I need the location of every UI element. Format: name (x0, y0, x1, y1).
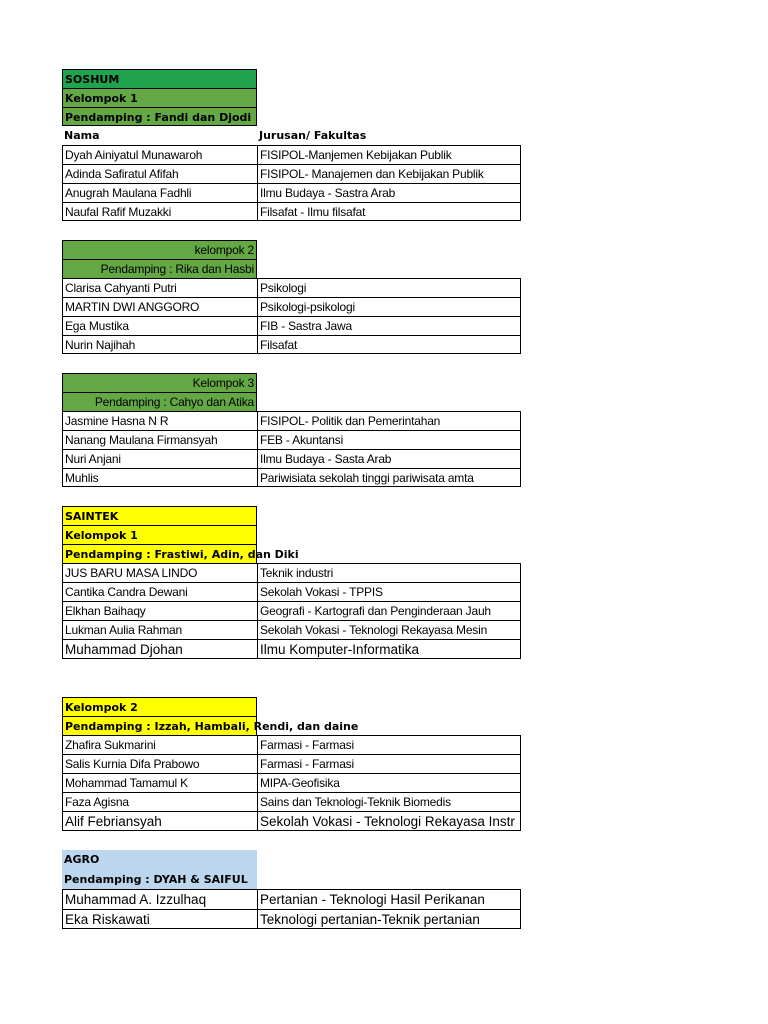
table-row (62, 183, 522, 202)
table-row (62, 620, 522, 639)
soshum-header-row (62, 69, 522, 88)
soshum-k1-pendamping[interactable]: Pendamping : Fandi dan Djodi (62, 107, 257, 126)
saintek-k2-pendamping[interactable]: Pendamping : Izzah, Hambali, Rendi, dan daine (62, 716, 257, 735)
cell-jurusan[interactable]: MIPA-Geofisika (258, 773, 521, 792)
table-row (62, 316, 522, 335)
soshum-k1-header-row (62, 126, 522, 145)
cell-nama[interactable]: Anugrah Maulana Fadhli (63, 183, 258, 202)
spacer (62, 487, 522, 506)
soshum-k2-title-row (62, 240, 522, 259)
cell-jurusan[interactable]: Filsafat - Ilmu filsafat (258, 202, 521, 221)
cell-nama[interactable]: Muhlis (63, 468, 258, 487)
cell-nama[interactable]: Muhammad A. Izzulhaq (63, 889, 258, 909)
saintek-k2-pendamping-row (62, 716, 522, 735)
saintek-k1-pendamping[interactable]: Pendamping : Frastiwi, Adin, dan Diki (62, 544, 257, 563)
saintek-k2-title-row (62, 697, 522, 716)
soshum-k3-pendamping[interactable]: Pendamping : Cahyo dan Atika (62, 392, 257, 411)
cell-jurusan[interactable]: Teknologi pertanian-Teknik pertanian (258, 909, 521, 929)
cell-jurusan[interactable]: Psikologi-psikologi (258, 297, 521, 316)
cell-jurusan[interactable]: FEB - Akuntansi (258, 430, 521, 449)
saintek-title[interactable]: SAINTEK (62, 506, 257, 525)
cell-nama[interactable]: JUS BARU MASA LINDO (63, 563, 258, 582)
cell-jurusan[interactable]: Psikologi (258, 278, 521, 297)
header-nama[interactable]: Nama (64, 129, 100, 142)
agro-title[interactable]: AGRO (62, 850, 257, 870)
table-row (62, 639, 522, 659)
cell-jurusan[interactable]: Pariwisiata sekolah tinggi pariwisata amta (258, 468, 521, 487)
table-row (62, 735, 522, 754)
cell-jurusan[interactable]: Sains dan Teknologi-Teknik Biomedis (258, 792, 521, 811)
cell-nama[interactable]: MARTIN DWI ANGGORO (63, 297, 258, 316)
header-jurusan[interactable]: Jurusan/ Fakultas (259, 129, 367, 142)
table-row (62, 889, 522, 909)
cell-nama[interactable]: Elkhan Baihaqy (63, 601, 258, 620)
cell-nama[interactable]: Salis Kurnia Difa Prabowo (63, 754, 258, 773)
cell-jurusan[interactable]: Pertanian - Teknologi Hasil Perikanan (258, 889, 521, 909)
table-row (62, 754, 522, 773)
table-row (62, 792, 522, 811)
table-row (62, 278, 522, 297)
cell-jurusan[interactable]: Geografi - Kartografi dan Penginderaan Jauh (258, 601, 521, 620)
cell-jurusan[interactable]: FISIPOL-Manjemen Kebijakan Publik (258, 145, 521, 164)
saintek-k1-title[interactable]: Kelompok 1 (62, 525, 257, 544)
agro-header-row (62, 850, 522, 870)
cell-jurusan[interactable]: Sekolah Vokasi - Teknologi Rekayasa Mesin (258, 620, 521, 639)
cell-nama[interactable]: Eka Riskawati (63, 909, 258, 929)
cell-jurusan[interactable]: FIB - Sastra Jawa (258, 316, 521, 335)
soshum-k3-title-row (62, 373, 522, 392)
cell-jurusan[interactable]: Filsafat (258, 335, 521, 354)
spacer (62, 221, 522, 240)
table-row (62, 601, 522, 620)
table-row (62, 468, 522, 487)
saintek-k1-pendamping-row (62, 544, 522, 563)
cell-jurusan[interactable]: FISIPOL- Politik dan Pemerintahan (258, 411, 521, 430)
cell-jurusan[interactable]: Teknik industri (258, 563, 521, 582)
table-row (62, 145, 522, 164)
cell-nama[interactable]: Nuri Anjani (63, 449, 258, 468)
spacer (62, 354, 522, 373)
cell-jurusan[interactable]: Farmasi - Farmasi (258, 735, 521, 754)
cell-nama[interactable]: Zhafira Sukmarini (63, 735, 258, 754)
cell-nama[interactable]: Nanang Maulana Firmansyah (63, 430, 258, 449)
cell-nama[interactable]: Lukman Aulia Rahman (63, 620, 258, 639)
spreadsheet (62, 69, 522, 929)
table-row (62, 909, 522, 929)
cell-nama[interactable]: Mohammad Tamamul K (63, 773, 258, 792)
table-row (62, 297, 522, 316)
table-row (62, 773, 522, 792)
soshum-k3-title[interactable]: Kelompok 3 (62, 373, 257, 392)
cell-nama[interactable]: Dyah Ainiyatul Munawaroh (63, 145, 258, 164)
saintek-k1-title-row (62, 525, 522, 544)
cell-jurusan[interactable]: Ilmu Budaya - Sasta Arab (258, 449, 521, 468)
soshum-k2-pendamping-row (62, 259, 522, 278)
soshum-k3-pendamping-row (62, 392, 522, 411)
table-row (62, 811, 522, 831)
table-row (62, 430, 522, 449)
cell-jurusan[interactable]: Sekolah Vokasi - Teknologi Rekayasa Instr (258, 811, 521, 831)
cell-nama[interactable]: Adinda Safiratul Afifah (63, 164, 258, 183)
table-row (62, 582, 522, 601)
cell-jurusan[interactable]: FISIPOL- Manajemen dan Kebijakan Publik (258, 164, 521, 183)
soshum-k2-title[interactable]: kelompok 2 (62, 240, 257, 259)
cell-nama[interactable]: Faza Agisna (63, 792, 258, 811)
cell-nama[interactable]: Nurin Najihah (63, 335, 258, 354)
saintek-header-row (62, 506, 522, 525)
cell-jurusan[interactable]: Ilmu Komputer-Informatika (258, 639, 521, 659)
soshum-title[interactable]: SOSHUM (62, 69, 257, 88)
table-row (62, 202, 522, 221)
spacer (62, 659, 522, 697)
soshum-k1-title[interactable]: Kelompok 1 (62, 88, 257, 107)
table-row (62, 411, 522, 430)
cell-jurusan[interactable]: Ilmu Budaya - Sastra Arab (258, 183, 521, 202)
cell-nama[interactable]: Jasmine Hasna N R (63, 411, 258, 430)
cell-jurusan[interactable]: Sekolah Vokasi - TPPIS (258, 582, 521, 601)
soshum-k1-pendamping-row (62, 107, 522, 126)
table-row (62, 335, 522, 354)
agro-pendamping-row (62, 870, 522, 889)
soshum-k1-title-row (62, 88, 522, 107)
cell-jurusan[interactable]: Farmasi - Farmasi (258, 754, 521, 773)
cell-nama[interactable]: Alif Febriansyah (63, 811, 258, 831)
table-row (62, 164, 522, 183)
soshum-k2-pendamping[interactable]: Pendamping : Rika dan Hasbi (62, 259, 257, 278)
cell-nama[interactable]: Ega Mustika (63, 316, 258, 335)
table-row (62, 449, 522, 468)
saintek-k2-title[interactable]: Kelompok 2 (62, 697, 257, 716)
cell-nama[interactable]: Cantika Candra Dewani (63, 582, 258, 601)
table-row (62, 563, 522, 582)
agro-pendamping[interactable]: Pendamping : DYAH & SAIFUL (62, 870, 257, 889)
cell-nama[interactable]: Clarisa Cahyanti Putri (63, 278, 258, 297)
cell-nama[interactable]: Muhammad Djohan (63, 639, 258, 659)
cell-nama[interactable]: Naufal Rafif Muzakki (63, 202, 258, 221)
spacer (62, 831, 522, 850)
